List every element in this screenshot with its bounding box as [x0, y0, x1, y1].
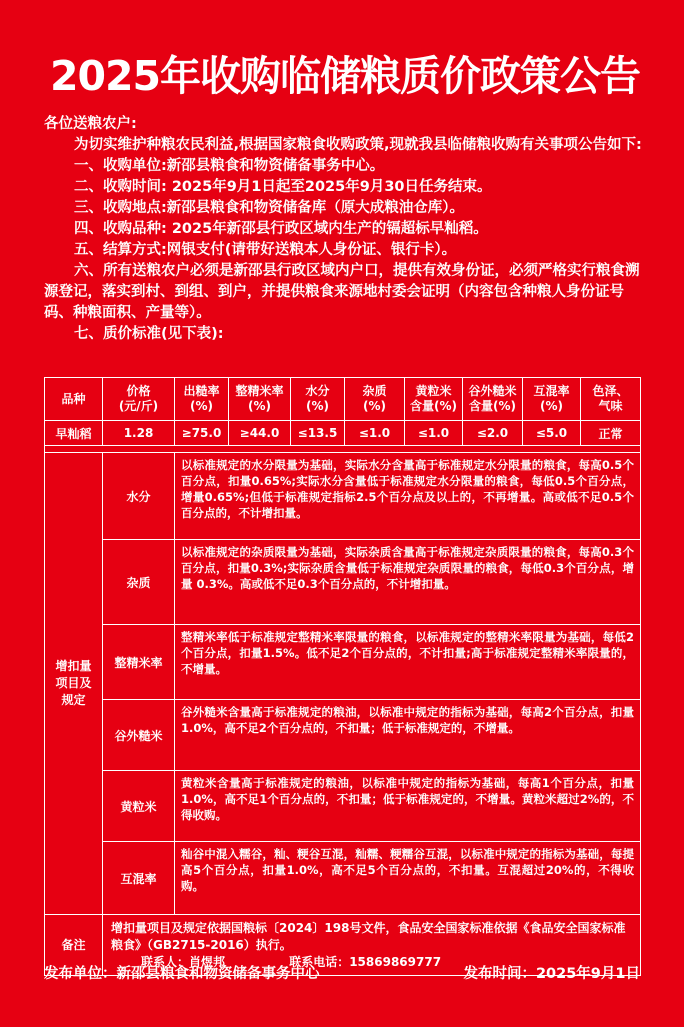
- table-cell: ≤1.0: [345, 421, 405, 446]
- adjust-item-text: 以标准规定的水分限量为基础，实际水分含量高于标准规定水分限量的粮食，每高0.5个百分点，扣量0.65%;实际水分含量低于标准规定水分限量的粮食，每低0.5个百分点，增量0.65%;但低于标准规定指标2.5个百分点及以上的，不再增量。高或低不足0.5个百分点的，不计增扣量。: [175, 453, 641, 540]
- note-label: 备注: [45, 915, 103, 976]
- item-settlement: 五、结算方式:网银支付(请带好送粮本人身份证、银行卡）。: [74, 242, 457, 258]
- header-cell: 色泽、 气味: [581, 378, 641, 421]
- note-text: 增扣量项目及规定依据国粮标〔2024〕198号文件，食品安全国家标准依据《食品安全国家标准 粮食》（GB2715-2016）执行。: [111, 920, 626, 952]
- quality-price-table: [44, 377, 641, 976]
- table-cell: 1.28: [103, 421, 175, 446]
- adjust-item-name: 黄粒米: [103, 771, 175, 842]
- adjust-row: [45, 540, 641, 625]
- item-quality-standard: 七、质价标准(见下表):: [74, 326, 224, 342]
- adjust-item-name: 整精米率: [103, 625, 175, 700]
- header-cell: 互混率 (%): [523, 378, 581, 421]
- contact-person: 联系人：肖煜邦: [141, 954, 226, 969]
- table-cell: ≤13.5: [291, 421, 345, 446]
- header-cell: 杂质 (%): [345, 378, 405, 421]
- table-row: [45, 421, 641, 446]
- adjust-item-name: 互混率: [103, 842, 175, 915]
- contact-phone: 联系电话：15869869777: [289, 954, 442, 969]
- header-cell: 黄粒米 含量(%): [405, 378, 463, 421]
- adjust-item-name: 杂质: [103, 540, 175, 625]
- publish-date: 发布时间：2025年9月1日: [463, 966, 640, 982]
- publisher: 发布单位：新邵县粮食和物资储备事务中心: [44, 966, 320, 982]
- page-title: 2025年收购临储粮质价政策公告: [49, 52, 641, 100]
- header-cell: 谷外糙米 含量(%): [463, 378, 523, 421]
- intro-paragraph: 为切实维护种粮农民利益,根据国家粮食收购政策,现就我县临储粮收购有关事项公告如下:: [74, 137, 642, 153]
- table-cell: ≤2.0: [463, 421, 523, 446]
- adjust-row: [45, 771, 641, 842]
- item-location: 三、收购地点:新邵县粮食和物资储备库（原大成粮油仓库）。: [74, 200, 465, 216]
- adjust-item-name: 水分: [103, 453, 175, 540]
- footer: [44, 962, 640, 983]
- adjust-row: [45, 625, 641, 700]
- adjust-row: [45, 453, 641, 540]
- header-cell: 品种: [45, 378, 103, 421]
- item-variety: 四、收购品种: 2025年新邵县行政区域内生产的镉超标早籼稻。: [74, 221, 488, 237]
- table-cell: ≥44.0: [229, 421, 291, 446]
- adjust-item-text: 整精米率低于标准规定整精米率限量的粮食，以标准规定的整精米率限量为基础，每低2个百分点，扣量1.5%。低不足2个百分点的，不计扣量;高于标准规定整精米率限量的，不增量。: [175, 625, 641, 700]
- adjust-item-text: 黄粒米含量高于标准规定的粮油，以标准中规定的指标为基础，每高1个百分点，扣量1.0%，高不足1个百分点的，不扣量；低于标准规定的，不增量。黄粒米超过2%的，不得收购。: [175, 771, 641, 842]
- adjust-row: [45, 700, 641, 771]
- greeting: 各位送粮农户:: [44, 116, 137, 132]
- header-cell: 价格 (元/斤): [103, 378, 175, 421]
- adjust-item-text: 谷外糙米含量高于标准规定的粮油，以标准中规定的指标为基础，每高2个百分点，扣量1.0%，高不足2个百分点的，不扣量；低于标准规定的，不增量。: [175, 700, 641, 771]
- item-unit: 一、收购单位:新邵县粮食和物资储备事务中心。: [74, 158, 385, 174]
- adjust-item-name: 谷外糙米: [103, 700, 175, 771]
- header-cell: 出糙率 (%): [175, 378, 229, 421]
- adjust-row: [45, 842, 641, 915]
- table-cell: ≤5.0: [523, 421, 581, 446]
- table-cell: ≤1.0: [405, 421, 463, 446]
- item-requirements: 六、所有送粮农户必须是新邵县行政区域内户口，提供有效身份证，必须严格实行粮食溯源登记，落实到村、到组、到户，并提供粮食来源地村委会证明（内容包含种粮人身份证号码、种粮面积、产量等）。: [44, 263, 640, 321]
- table-header-row: [45, 378, 641, 421]
- header-cell: 水分 (%): [291, 378, 345, 421]
- table-cell: 正常: [581, 421, 641, 446]
- notice-body: [44, 114, 646, 345]
- header-cell: 整精米率 (%): [229, 378, 291, 421]
- table-cell: ≥75.0: [175, 421, 229, 446]
- adjust-label: 增扣量 项目及 规定: [45, 453, 103, 915]
- adjust-item-text: 籼谷中混入糯谷，籼、粳谷互混，籼糯、粳糯谷互混，以标准中规定的指标为基础，每提高5个百分点，扣量1.0%，高不足5个百分点的，不扣量。互混超过20%的，不得收购。: [175, 842, 641, 915]
- item-time: 二、收购时间: 2025年9月1日起至2025年9月30日任务结束。: [74, 179, 492, 195]
- adjust-item-text: 以标准规定的杂质限量为基础，实际杂质含量高于标准规定杂质限量的粮食，每高0.3个百分点，扣量0.3%;实际杂质含量低于标准规定杂质限量的粮食，每低0.3个百分点，增量 0.3%。高或低不足0.3个百分点的，不计增扣量。: [175, 540, 641, 625]
- table-cell: 早籼稻: [45, 421, 103, 446]
- table-gap: [45, 446, 641, 453]
